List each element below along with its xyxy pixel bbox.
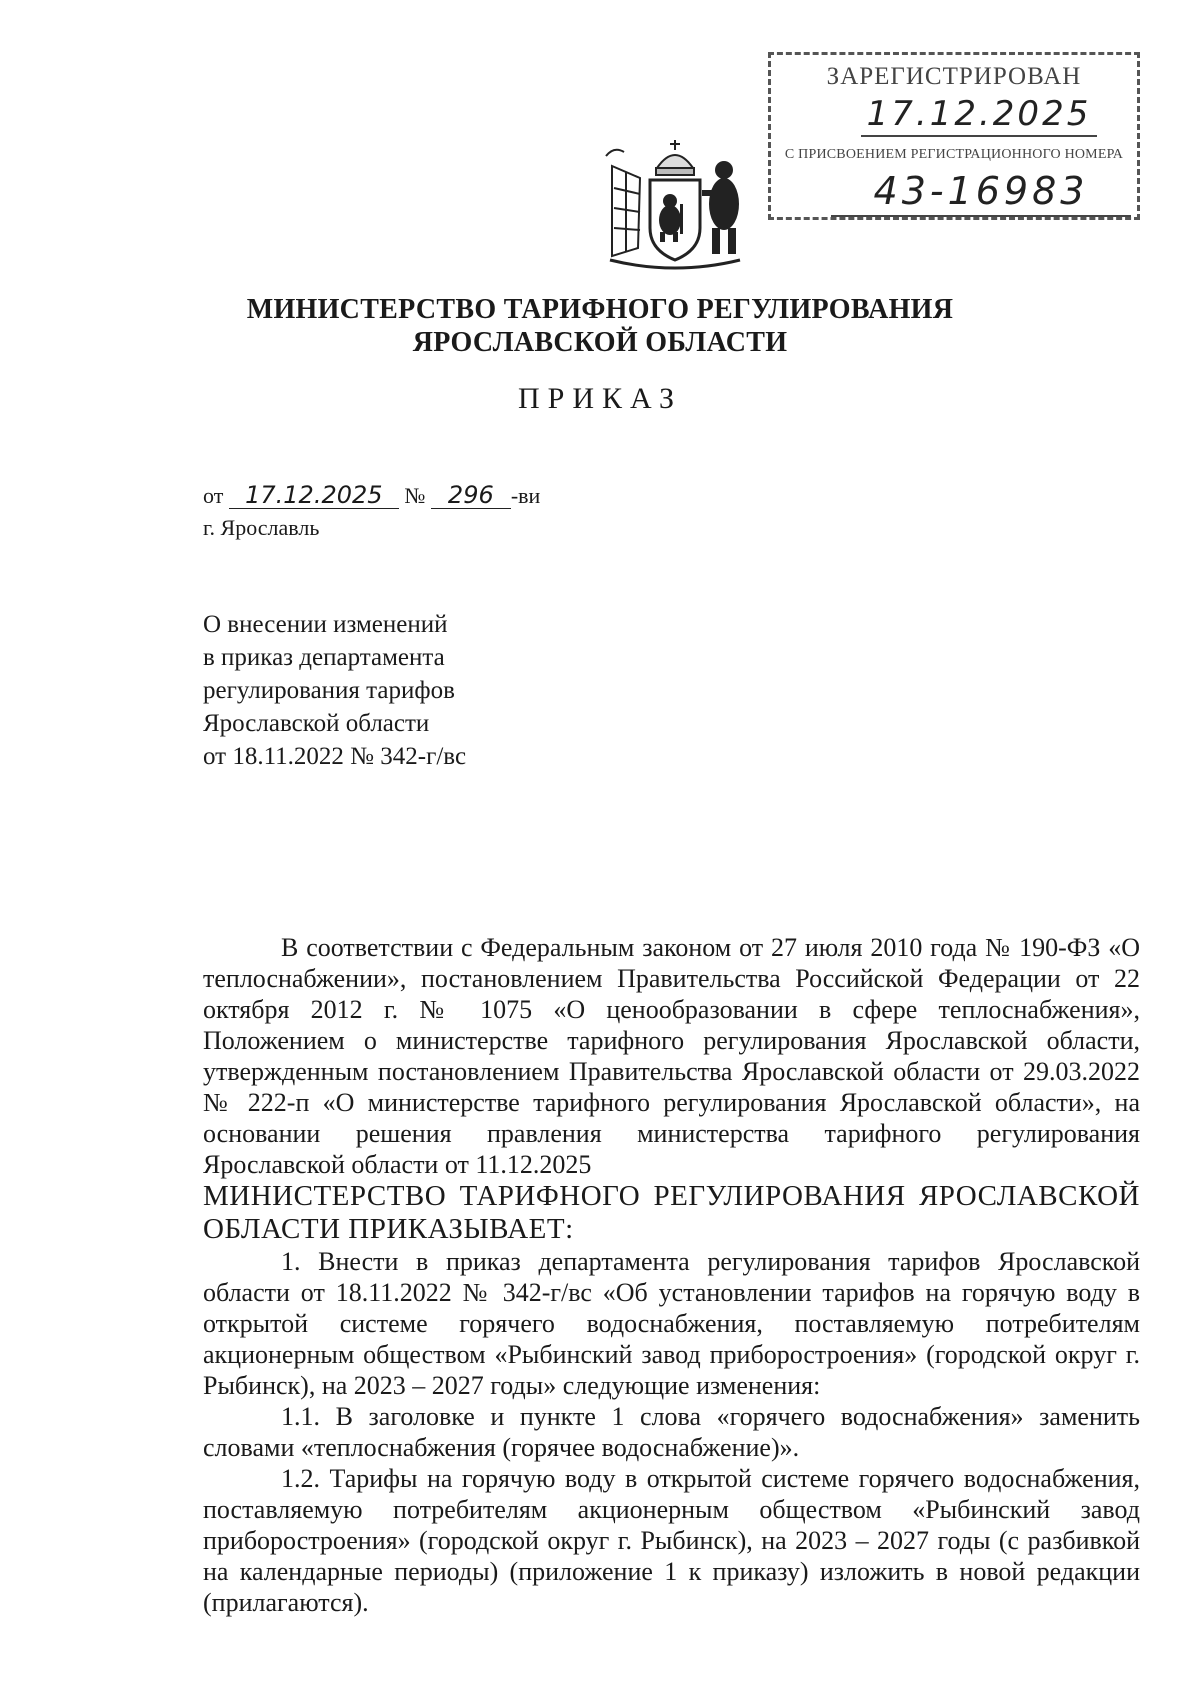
stamp-subtitle: С ПРИСВОЕНИЕМ РЕГИСТРАЦИОННОГО НОМЕРА [784,147,1124,162]
order-date-number [203,482,540,509]
subject-line: в приказ департамента [203,644,445,671]
subject-line: регулирования тарифов [203,677,455,704]
stamp-registration-number: 43-16983 [831,167,1131,217]
orders-statement: МИНИСТЕРСТВО ТАРИФНОГО РЕГУЛИРОВАНИЯ ЯРОСЛАВСКОЙ ОБЛАСТИ ПРИКАЗЫВАЕТ: [203,1180,1140,1245]
order-body [203,932,1140,1618]
subject-line: Ярославской области [203,710,430,737]
order-date: 17.12.2025 [229,482,399,509]
ministry-name-line1: МИНИСТЕРСТВО ТАРИФНОГО РЕГУЛИРОВАНИЯ [246,294,954,325]
registration-stamp [768,52,1140,220]
order-number: 296 [431,482,511,509]
subject-line: от 18.11.2022 № 342-г/вс [203,743,467,770]
item-1-2: 1.2. Тарифы на горячую воду в открытой системе горячего водоснабжения, поставляемую потребителям акционерным обществом «Рыбинский завод приборостроения» (городской округ г. Рыбинск), на 2023 – 2027 годы (с разбивкой на календарные периоды) (приложение 1 к приказу) изложить в новой редакции (прилагаются). [203,1464,1140,1617]
ministry-name [0,293,1200,359]
order-number-suffix: -ви [510,483,541,508]
item-1-1: 1.1. В заголовке и пункте 1 слова «горячего водоснабжения» заменить словами «теплоснабжения (горячее водоснабжение)». [203,1402,1140,1462]
order-subject [203,608,466,773]
stamp-date: 17.12.2025 [861,93,1097,137]
document-type: ПРИКАЗ [518,382,682,415]
order-city: г. Ярославль [203,515,320,540]
ministry-name-line2: ЯРОСЛАВСКОЙ ОБЛАСТИ [412,327,788,358]
item-1: 1. Внести в приказ департамента регулирования тарифов Ярославской области от 18.11.2022 № 342-г/вс «Об установлении тарифов на горячую воду в открытой системе горячего водоснабжения, поставляемую потребителям акционерным обществом «Рыбинский завод приборостроения» (городской округ г. Рыбинск), на 2023 – 2027 годы» следующие изменения: [203,1247,1140,1400]
stamp-title: ЗАРЕГИСТРИРОВАН [826,63,1082,90]
coat-of-arms-icon [600,138,750,273]
order-number-label: № [404,483,426,508]
order-from-label: от [203,483,224,508]
subject-line: О внесении изменений [203,611,448,638]
preamble-paragraph: В соответствии с Федеральным законом от 27 июля 2010 года № 190-ФЗ «О теплоснабжении», постановлением Правительства Российской Федерации от 22 октября 2012 г. № 1075 «О ценообразовании в сфере теплоснабжения», Положением о министерстве тарифного регулирования Ярославской области, утвержденным постановлением Правительства Ярославской области от 29.03.2022 № 222-п «О министерстве тарифного регулирования Ярославской области», на основании решения правления министерства тарифного регулирования Ярославской области от 11.12.2025 [203,933,1140,1179]
